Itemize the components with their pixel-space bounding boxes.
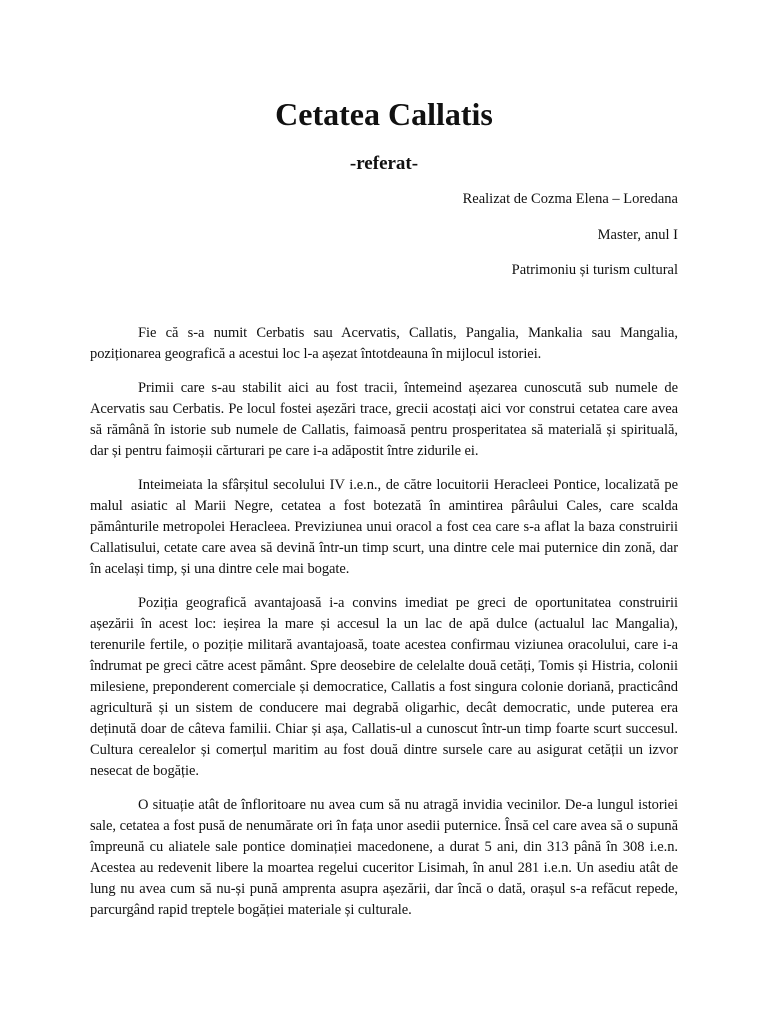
paragraph: Fie că s-a numit Cerbatis sau Acervatis, Callatis, Pangalia, Mankalia sau Mangalia, poziționarea geografică a acestui loc l-a așezat întotdeauna în mijlocul istoriei.: [90, 325, 678, 362]
document-title: Cetatea Callatis: [275, 96, 493, 132]
author-line: Realizat de Cozma Elena – Loredana: [462, 191, 678, 207]
paragraph: O situație atât de înfloritoare nu avea cum să nu atragă invidia vecinilor. De-a lungul istoriei sale, cetatea a fost pusă de nenumărate ori în fața unor asedii puternice. Însă cel care avea să o supună împreună cu aliatele sale pontice dominației macedonene, a durat 5 ani, din 313 până în 308 i.e.n. Acestea au redevenit libere la moartea regelui cuceritor Lisimah, în anul 281 i.e.n. Un asediu atât de lung nu avea cum să nu-și pună amprenta asupra așezării, dar încă o dată, orașul s-a refăcut repede, parcurgând rapid treptele bogăției materiale și culturale.: [90, 797, 678, 918]
document-body: [90, 323, 678, 934]
paragraph: Primii care s-au stabilit aici au fost tracii, întemeind așezarea cunoscută sub numele de Acervatis sau Cerbatis. Pe locul fostei așezări trace, grecii acostați aici vor construi cetatea care avea să rămână în istorie sub numele de Callatis, faimoasă pentru prosperitatea să materială și spirituală, dar și pentru faimoșii cărturari pe care i-a adăpostit între zidurile ei.: [90, 380, 678, 459]
document-subtitle: -referat-: [349, 153, 419, 174]
paragraph: Poziția geografică avantajoasă i-a convins imediat pe greci de oportunitatea construirii așezării în acest loc: ieșirea la mare și accesul la un lac de apă dulce (actualul lac Mangalia), terenurile fertile, o poziție militară avantajoasă, toate acestea confirmau viziunea oracolului, care i-a îndrumat pe greci către acest pământ. Spre deosebire de celelalte două cetăți, Tomis și Histria, colonii milesiene, preponderent comerciale și democratice, Callatis a fost singura colonie doriană, practicând agricultură și un sistem de conducere mai degrabă oligarhic, decât democratic, unde puterea era deținută doar de câteva familii. Chiar și așa, Callatis-ul a cunoscut într-un timp foarte scurt succesul. Cultura cerealelor și comerțul maritim au fost două dintre sursele care au asigurat cetății un izvor nesecat de bogăție.: [90, 595, 678, 779]
level-line: Master, anul I: [597, 227, 678, 243]
program-line: Patrimoniu și turism cultural: [511, 262, 678, 278]
paragraph: Inteimeiata la sfârșitul secolului IV i.e.n., de către locuitorii Heracleei Pontice, localizată pe malul asiatic al Marii Negre, cetatea a fost botezată în amintirea pârâului Cales, care scalda pământurile metropolei Heracleea. Previziunea unui oracol a fost cea care s-a aflat la baza construirii Callatisului, cetate care avea să devină într-un timp scurt, una dintre cele mai puternice din zonă, dar în același timp, și una dintre cele mai bogate.: [90, 477, 678, 577]
